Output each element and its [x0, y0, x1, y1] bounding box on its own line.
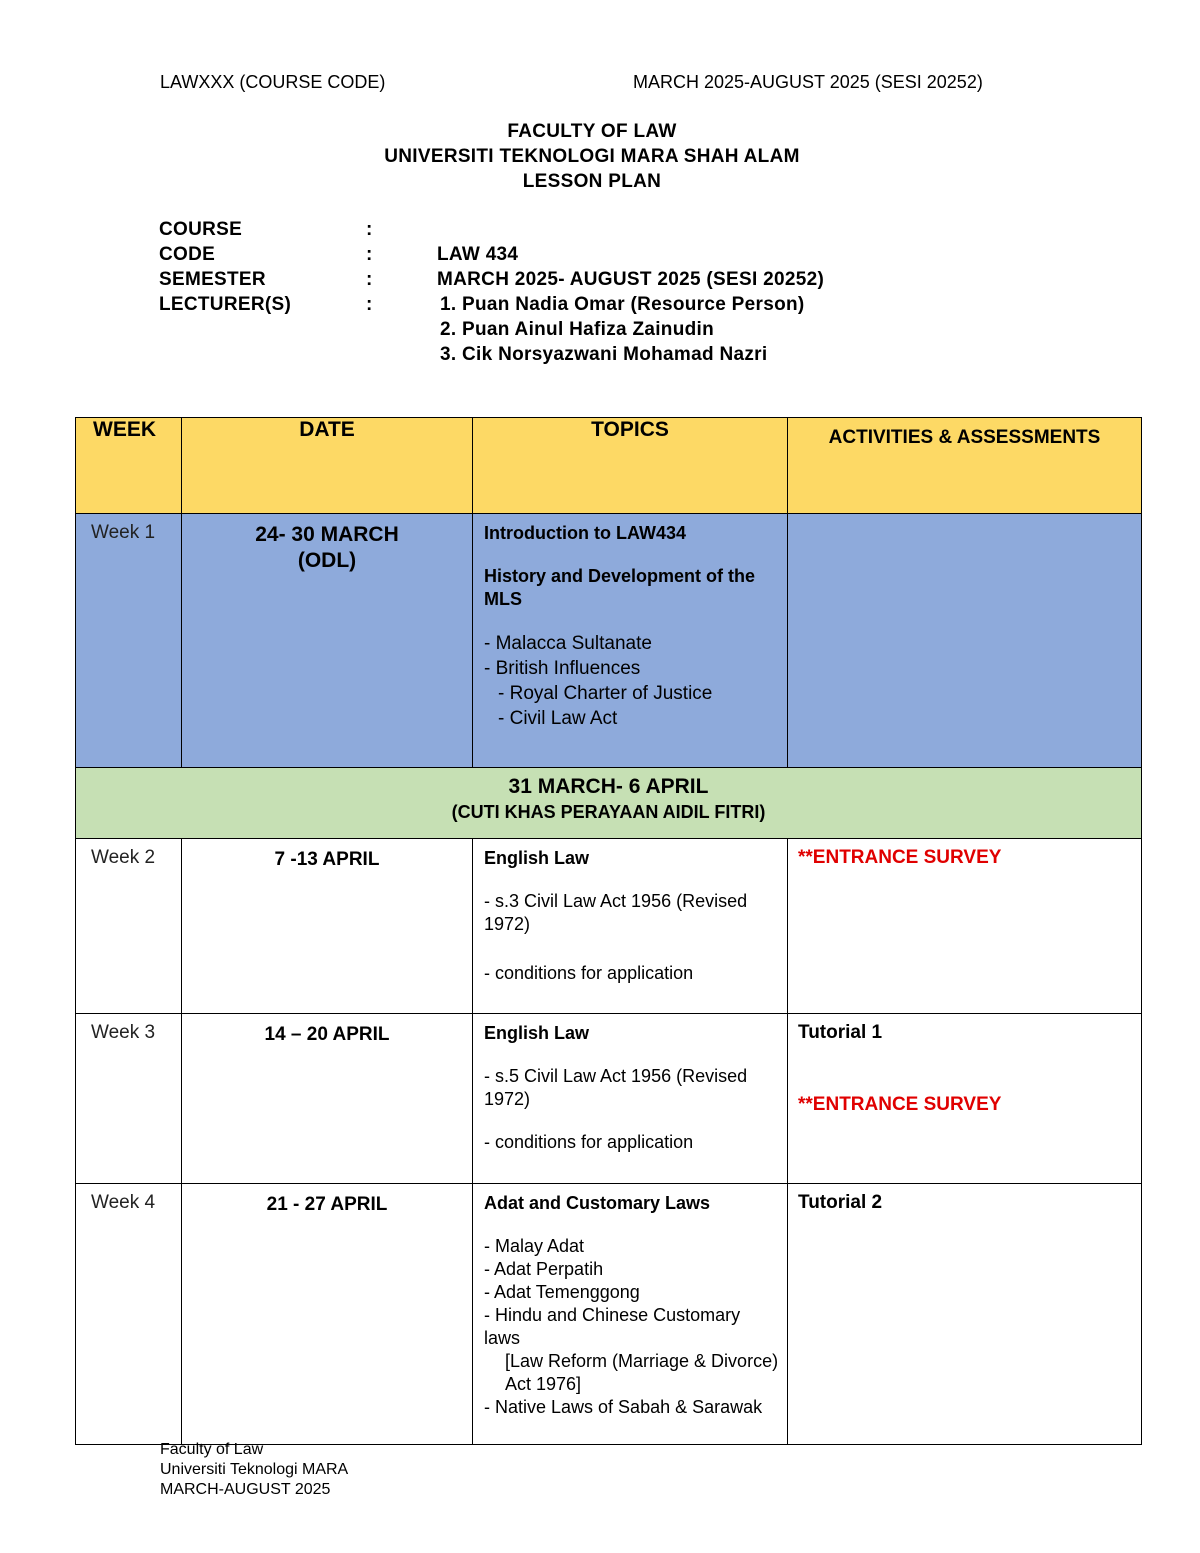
holiday-dates: 31 MARCH- 6 APRIL [508, 775, 709, 798]
topics-cell [473, 1014, 788, 1184]
topic-title: Introduction to LAW434 [484, 523, 686, 543]
title-faculty: FACULTY OF LAW [507, 121, 677, 142]
week-cell: Week 2 [76, 839, 182, 1014]
activities-cell: Tutorial 2 [788, 1184, 1142, 1445]
date-cell: 14 – 20 APRIL [182, 1014, 473, 1184]
activity-entrance-survey: ENTRANCE SURVEY [812, 847, 1002, 868]
table-row [76, 839, 1142, 1014]
topic-item: - Hindu and Chinese Customary laws [484, 1305, 741, 1348]
topic-item: - Native Laws of Sabah & Sarawak [484, 1397, 763, 1417]
activity-text: ENTRANCE SURVEY [812, 1094, 1002, 1115]
page-footer [160, 1440, 348, 1500]
date-cell: 7 -13 APRIL [182, 839, 473, 1014]
topic-item: - conditions for application [484, 1132, 694, 1152]
semester-label: SEMESTER [159, 269, 266, 290]
holiday-row [76, 768, 1142, 839]
colon: : [366, 219, 373, 240]
header-course-code: LAWXXX (COURSE CODE) [160, 72, 386, 92]
header-semester: MARCH 2025-AUGUST 2025 (SESI 20252) [633, 72, 983, 92]
date-line: 24- 30 MARCH [255, 523, 399, 546]
topic-title: History and Development of the MLS [484, 566, 756, 609]
topic-item: - Adat Temenggong [484, 1282, 640, 1302]
table-row [76, 1184, 1142, 1445]
code-value: LAW 434 [437, 244, 519, 265]
topic-title: Adat and Customary Laws [484, 1193, 711, 1213]
topic-item: - Malay Adat [484, 1236, 585, 1256]
header-activities: ACTIVITIES & ASSESSMENTS [788, 418, 1142, 514]
semester-value: MARCH 2025- AUGUST 2025 (SESI 20252) [437, 269, 825, 290]
topic-title: English Law [484, 1023, 590, 1043]
date-line: (ODL) [297, 549, 357, 572]
activity-entrance-survey [798, 1094, 1133, 1116]
topic-item: - Adat Perpatih [484, 1259, 604, 1279]
week-cell: Week 3 [76, 1014, 182, 1184]
lecturer-item: 2. Puan Ainul Hafiza Zainudin [440, 319, 715, 340]
topic-item: - Malacca Sultanate [484, 633, 652, 654]
document-title [0, 119, 1184, 194]
footer-line: Universiti Teknologi MARA [160, 1461, 349, 1478]
week-cell: Week 4 [76, 1184, 182, 1445]
colon: : [366, 244, 373, 265]
header-topics: TOPICS [473, 418, 788, 514]
course-label: COURSE [159, 219, 243, 240]
date-cell: 21 - 27 APRIL [182, 1184, 473, 1445]
activity-marker: ** [798, 1094, 813, 1115]
topic-item: - Royal Charter of Justice [498, 683, 713, 704]
holiday-cell [76, 768, 1142, 839]
lecturer-item: 3. Cik Norsyazwani Mohamad Nazri [440, 344, 768, 365]
topics-cell [473, 1184, 788, 1445]
colon: : [366, 269, 373, 290]
topic-item: - conditions for application [484, 963, 694, 983]
code-label: CODE [159, 244, 216, 265]
topic-item: [Law Reform (Marriage & Divorce) Act 1976] [505, 1351, 779, 1394]
table-row [76, 514, 1142, 768]
table-row [76, 1014, 1142, 1184]
activities-cell [788, 839, 1142, 1014]
activity-tutorial: Tutorial 1 [798, 1022, 883, 1043]
topics-cell [473, 839, 788, 1014]
topic-item: - s.3 Civil Law Act 1956 (Revised 1972) [484, 891, 748, 934]
topics-cell [473, 514, 788, 768]
footer-line: MARCH-AUGUST 2025 [160, 1481, 331, 1498]
topic-item: - Civil Law Act [498, 708, 618, 729]
footer-line: Faculty of Law [160, 1441, 264, 1458]
title-university: UNIVERSITI TEKNOLOGI MARA SHAH ALAM [384, 146, 800, 167]
activities-cell [788, 1014, 1142, 1184]
activities-cell [788, 514, 1142, 768]
topic-item: - British Influences [484, 658, 641, 679]
table-header-row [76, 418, 1142, 514]
lecturer-item: 1. Puan Nadia Omar (Resource Person) [440, 294, 805, 315]
title-lesson-plan: LESSON PLAN [522, 171, 662, 192]
lesson-plan-table [75, 417, 1142, 1445]
date-cell [182, 514, 473, 768]
topic-title: English Law [484, 848, 590, 868]
topic-item: - s.5 Civil Law Act 1956 (Revised 1972) [484, 1066, 748, 1109]
colon: : [366, 294, 373, 315]
week-cell: Week 1 [76, 514, 182, 768]
header-date: DATE [182, 418, 473, 514]
header-week: WEEK [76, 418, 182, 514]
lecturers-label: LECTURER(S) [159, 294, 292, 315]
activity-marker: ** [798, 847, 813, 868]
holiday-name: (CUTI KHAS PERAYAAN AIDIL FITRI) [451, 802, 766, 822]
